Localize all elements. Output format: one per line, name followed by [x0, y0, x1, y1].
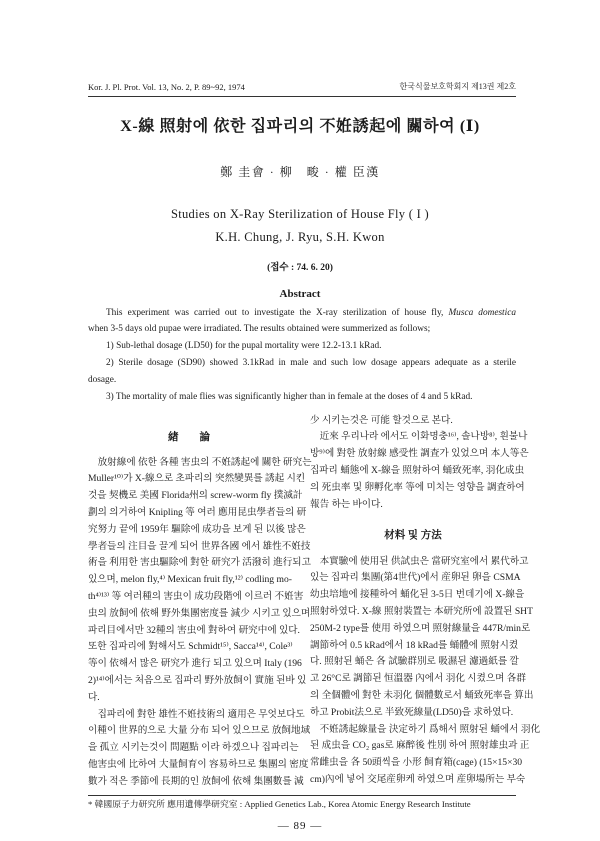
abstract-result-1: 1) Sub-lethal dosage (LD50) for the pupal mortality were 12.2-13.1 kRad. [106, 341, 382, 352]
authors-korean: 鄭 圭會 · 柳 畯 · 權 臣漢 [220, 165, 380, 179]
body-line: 을 孤立 시키는것이 問題點 이라 하겠으나 집파리는 [88, 742, 299, 754]
body-line: 다. 照射된 蛹은 各 試驗群別로 吸濕된 濾過紙를 깔 [310, 656, 519, 668]
methods-heading: 材料 및 方法 [384, 530, 442, 541]
header-rule [88, 96, 516, 97]
authors-english: K.H. Chung, J. Ryu, S.H. Kwon [215, 230, 385, 244]
right-column-methods [310, 554, 541, 789]
body-line: 집파리에 對한 雄性不姙技術의 適用은 무엇보다도 [97, 708, 305, 720]
received-date: (접수 : 74. 6. 20) [267, 263, 333, 273]
right-column-top [310, 413, 529, 514]
left-column [88, 455, 312, 791]
body-line: 의 全個體에 對한 未羽化 個體數로서 蛹致死率을 算出 [310, 689, 534, 701]
body-line: 常雌虫을 各 50頭씩을 小形 飼育箱(cage) (15×15×30 [310, 757, 523, 769]
body-line: th⁴⁾¹³⁾ 等 여러種의 害虫이 成功段階에 이르러 不姙害 [88, 590, 304, 602]
body-line: 것을 契機로 美國 Florida州의 screw-worm fly 撲滅計 [88, 490, 303, 502]
body-line: 2)¹⁴⁾에서는 처음으로 집파리 野外放飼이 實施 된바 있 [88, 674, 307, 686]
abstract-line [88, 305, 516, 322]
page-number: — 89 — [277, 820, 323, 832]
body-line: 이種이 世界的으로 大量 分布 되어 있으므로 放飼地域 [88, 725, 311, 737]
body-line: 幼虫培地에 接種하여 蛹化된 3-5日 번데기에 X-線을 [310, 589, 525, 601]
body-line: 250M-2 type를 使用 하였으며 照射線量을 447R/min로 [310, 622, 531, 634]
body-line: Muller¹⁰⁾가 X-線으로 초파리의 突然變異를 誘起 시킨 [88, 473, 306, 485]
body-line: 本實驗에 使用된 供試虫은 當研究室에서 累代하고 [319, 555, 529, 567]
abstract-result-2: 2) Sterile dosage (SD90) showed 3.1kRad in male and such low dosage appears adequate as a sterile [106, 358, 516, 369]
body-line: 學者들의 注目을 끌게 되어 世界各國 에서 雄性不姙技 [88, 540, 311, 552]
body-line: 少 시키는것은 可能 할것으로 본다. [310, 414, 453, 426]
body-line: 또한 집파리에 對해서도 Schmidt¹⁵⁾, Sacca¹⁴⁾, Cole³⁾ [88, 641, 293, 653]
abstract-line: dosage. [88, 375, 117, 386]
body-line: 파리目에서만 32種의 害虫에 對하여 研究中에 있다. [88, 624, 300, 636]
journal-citation: Kor. J. Pl. Prot. Vol. 13, No. 2, P. 89~92, 1974 [88, 82, 245, 92]
abstract-result-3: 3) The mortality of male flies was significantly higher than in female at the doses of 4 and 5 kRad. [106, 391, 473, 402]
body-line: 究努力 끝에 1959年 驅除에 成功을 보게 된 以後 많은 [88, 523, 306, 535]
body-line: 다. [88, 691, 100, 703]
affiliation-footnote: * 韓國原子力研究所 應用遺傳學研究室 : Applied Genetics Lab., Korea Atomic Energy Research Institute [88, 799, 471, 809]
body-line: 調節하여 0.5 kRad에서 18 kRad를 蛹體에 照射시켰 [310, 639, 519, 651]
body-line: 報告 하는 바이다. [310, 498, 383, 510]
body-line: 照射하였다. X-線 照射裝置는 本研究所에 設置된 SHT [310, 605, 533, 617]
body-line: 의 死虫率 및 卵孵化率 等에 미치는 영향을 調査하여 [310, 481, 525, 493]
body-line: 하고 Probit法으로 半致死線量(LD50)을 求하였다. [310, 706, 514, 718]
paper-title-korean: X-線 照射에 依한 집파리의 不姙誘起에 關하여 (Ⅰ) [120, 118, 480, 135]
body-line: 放射線에 依한 各種 害虫의 不姙誘起에 關한 研究는 [97, 456, 312, 468]
body-line: 不姙誘起線量을 決定하기 爲해서 照射된 蛹에서 羽化 [319, 723, 541, 735]
body-line: 虫의 放飼에 依해 野外集團密度를 減少 시키고 있으며 [88, 607, 311, 619]
body-line: cm)內에 넣어 交尾産卵케 하였으며 産卵場所는 부숙 [310, 773, 526, 785]
body-line: 數가 적은 季節에 長期的인 放飼에 依해 集團數를 減 [88, 775, 304, 787]
body-line: 近來 우리나라 에서도 이화명충¹⁶⁾, 솔나방⁸⁾, 흰불나 [319, 431, 528, 443]
abstract-heading: Abstract [279, 288, 321, 300]
abstract-line: when 3-5 days old pupae were irradiated. The results obtained were summerized as follows; [88, 324, 431, 335]
body-line: 있는 집파리 集團(第4世代)에서 産卵된 卵을 CSMA [310, 572, 521, 584]
footnote-rule [88, 795, 516, 796]
body-line: 고 26°C로 調節된 恒溫器 內에서 羽化 시켰으며 各群 [310, 673, 526, 685]
abstract-line-text: This experiment was carried out to investigate the X-ray sterilization of house fly, [106, 307, 449, 318]
body-line: 집파리 蛹態에 X-線을 照射하여 蛹致死率, 羽化成虫 [310, 464, 525, 476]
abstract-body [88, 305, 516, 406]
body-line: 방⁹⁾에 對한 放射線 感受性 調査가 있었으며 本人等은 [310, 448, 529, 460]
journal-name-korean: 한국식물보호학회지 제13권 제2호 [399, 82, 516, 91]
introduction-heading: 緖 論 [168, 432, 210, 443]
body-line: 術을 利用한 害虫驅除에 對한 研究가 活潑히 進行되고 [88, 557, 311, 569]
body-line: 있으며, melon fly,⁴⁾ Mexican fruit fly,¹²⁾ codling mo- [88, 574, 292, 586]
species-name: Musca domestica [448, 307, 516, 318]
body-line: 劃의 의거하여 Knipling 等 여러 應用昆虫學者들의 研 [88, 506, 307, 518]
body-line: 된 成虫을 CO₂ gas로 麻醉後 性別 하여 照射雄虫과 正 [310, 740, 530, 752]
body-line: 他害虫에 比하여 大量飼育이 容易하므로 集團의 密度 [88, 758, 309, 770]
body-line: 等이 依해서 많은 研究가 進行 되고 있으며 Italy (196 [88, 658, 302, 670]
paper-title-english: Studies on X-Ray Sterilization of House Fly ( I ) [170, 207, 430, 221]
